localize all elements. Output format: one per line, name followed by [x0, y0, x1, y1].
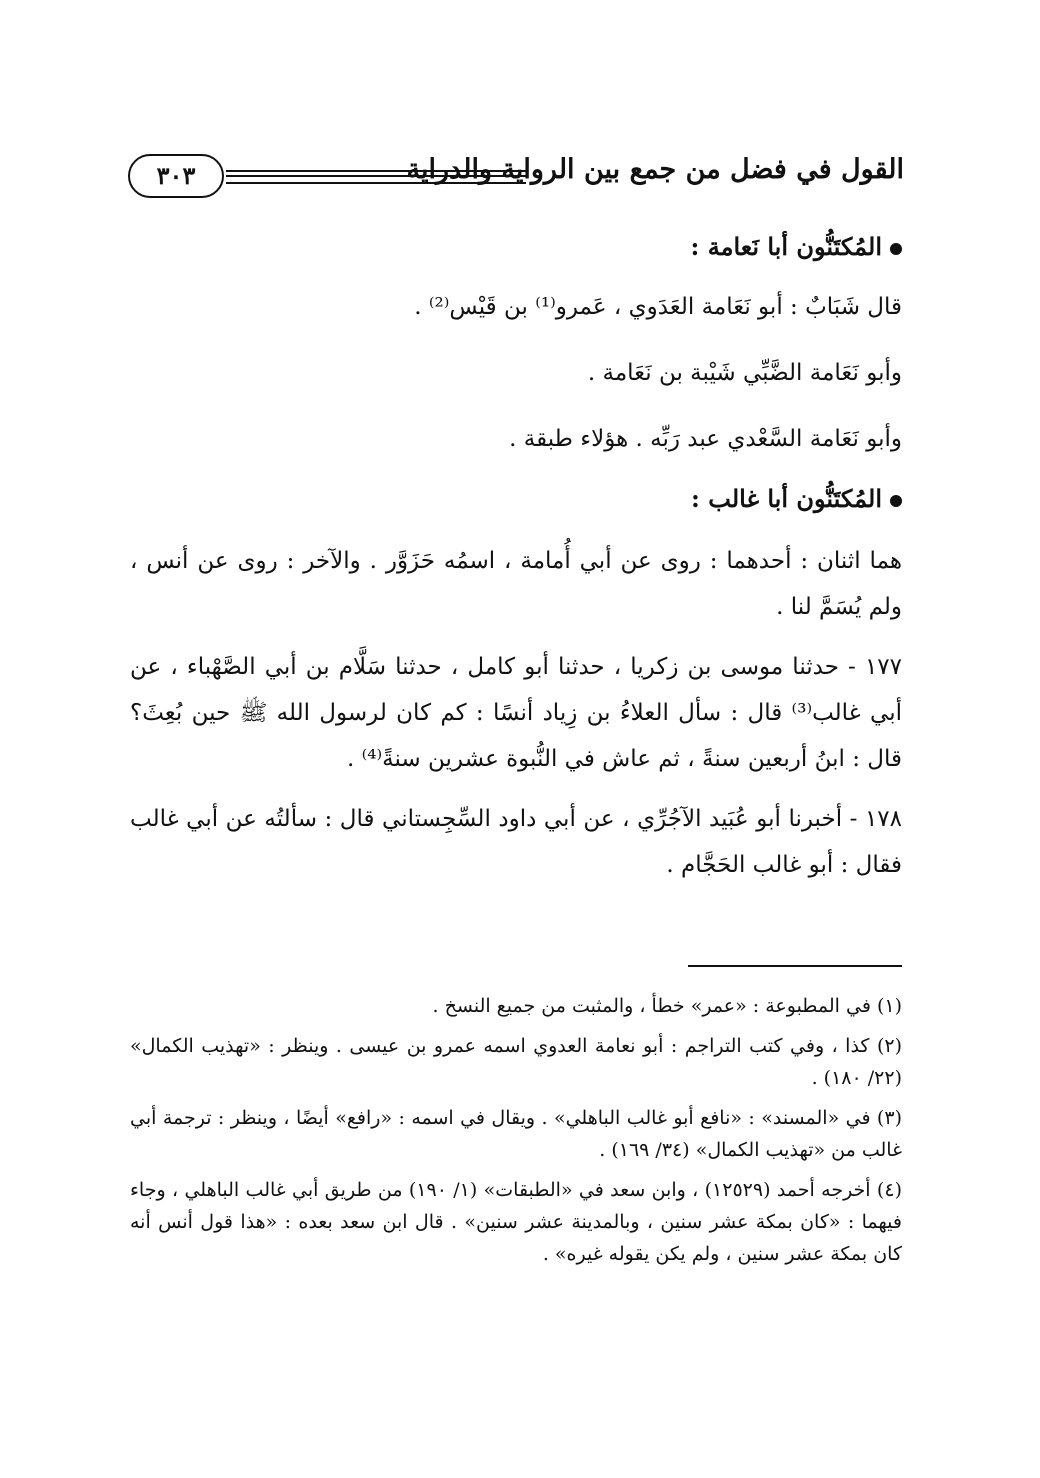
page-number: ٣٠٣: [128, 154, 224, 198]
running-title: القول في فضل من جمع بين الرواية والدراية: [406, 154, 904, 185]
bullet-icon: [890, 495, 902, 507]
footnotes: [130, 990, 902, 1278]
footnote-separator: [688, 965, 902, 967]
section-heading-abu-naama: [130, 230, 902, 264]
text-line: قال شَبَابٌ : أبو نَعَامة العَدَوي ، عَمرو⁽¹⁾ بن قَيْس⁽²⁾ .: [414, 294, 902, 320]
section-heading-abu-ghalib: [130, 482, 902, 516]
hadith-177: ١٧٧ - حدثنا موسى بن زكريا ، حدثنا أبو كامل ، حدثنا سَلَّام بن أبي الصَّهْباء ، عن أبي غالب⁽³⁾ قال : سأل العلاءُ بن زِياد أنسًا : كم كان لرسول الله ﷺ حين بُعِثَ؟ قال : ابنُ أربعين سنةً ، ثم عاش في النُّبوة عشرين سنةً⁽⁴⁾ .: [130, 654, 902, 772]
text-line: وأبو نَعَامة السَّعْدي عبد رَبِّه . هؤلاء طبقة .: [509, 426, 902, 452]
paragraph: هما اثنان : أحدهما : روى عن أبي أُمامة ، اسمُه حَزَوَّر . والآخر : روى عن أنس ، ولم يُسَمَّ لنا .: [130, 548, 902, 620]
text-line: وأبو نَعَامة الضَّبِّي شَيْبة بن نَعَامة .: [587, 360, 902, 386]
hadith-178: ١٧٨ - أخبرنا أبو عُبَيد الآجُرِّي ، عن أبي داود السِّجِستاني قال : سألتُه عن أبي غالب فقال : أبو غالب الحَجَّام .: [130, 806, 902, 878]
heading-text: المُكتَنُّون أبا نَعامة :: [690, 232, 882, 261]
footnote-3: (٣) في «المسند» : «نافع أبو غالب الباهلي» . ويقال في اسمه : «رافع» أيضًا ، وينظر : ترجمة أبي غالب من «تهذيب الكمال» (٣٤/ ١٦٩) .: [130, 1107, 902, 1161]
bullet-icon: [890, 243, 902, 255]
page-header: [128, 150, 904, 210]
footnote-2: (٢) كذا ، وفي كتب التراجم : أبو نعامة العدوي اسمه عمرو بن عيسى . وينظر : «تهذيب الكمال» (٢٢/ ١٨٠) .: [130, 1035, 902, 1089]
footnote-4: (٤) أخرجه أحمد (١٢٥٢٩) ، وابن سعد في «الطبقات» (١/ ١٩٠) من طريق أبي غالب الباهلي ، وجاء فيهما : «كان بمكة عشر سنين ، وبالمدينة عشر سنين» . قال ابن سعد بعده : «هذا قول أنس أنه كان بمكة عشر سنين ، ولم يكن يقوله غيره» .: [130, 1179, 902, 1265]
footnote-1: (١) في المطبوعة : «عمر» خطأ ، والمثبت من جميع النسخ .: [432, 995, 902, 1017]
heading-text: المُكتَنُّون أبا غالب :: [691, 484, 882, 513]
main-text: [130, 230, 902, 888]
header-rule: [226, 170, 526, 184]
